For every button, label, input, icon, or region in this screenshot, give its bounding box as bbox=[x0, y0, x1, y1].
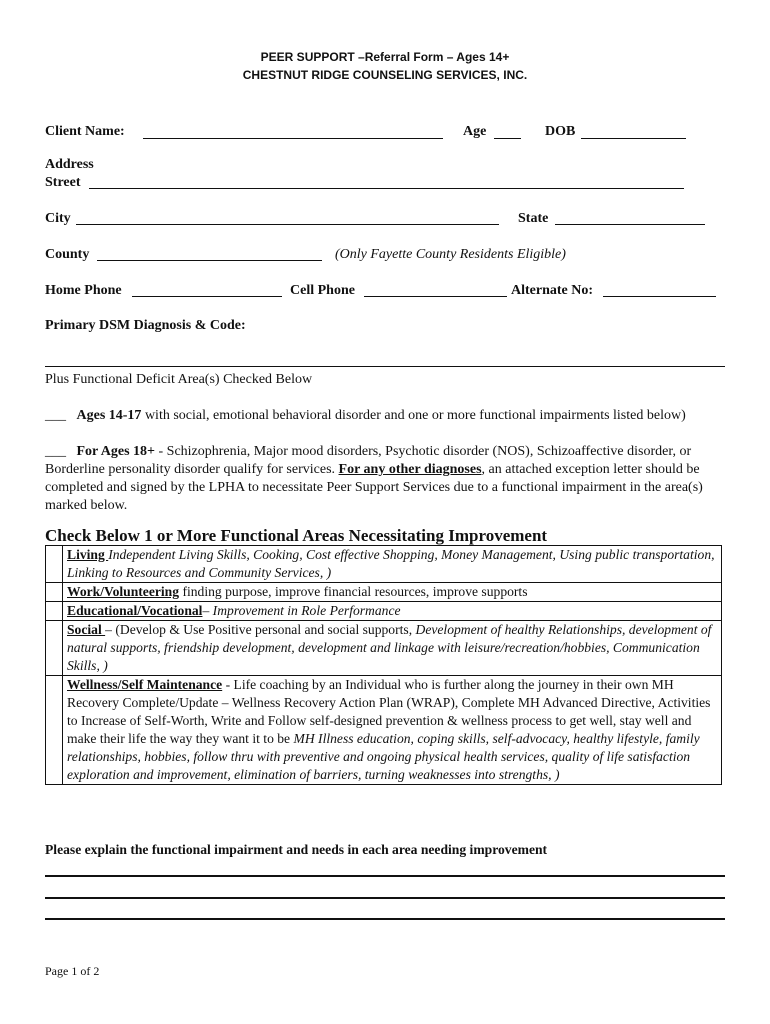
area-name: Work/Volunteering bbox=[67, 584, 180, 599]
area-plain-text: (Develop & Use Positive personal and social supports, bbox=[115, 622, 416, 637]
ages-14-checkbox-blank[interactable]: ___ bbox=[45, 408, 66, 423]
city-field[interactable] bbox=[76, 224, 499, 225]
explain-line-3[interactable] bbox=[45, 918, 725, 920]
cell-phone-label: Cell Phone bbox=[290, 283, 355, 298]
area-description bbox=[63, 602, 722, 621]
county-note: (Only Fayette County Residents Eligible) bbox=[335, 247, 566, 262]
state-field[interactable] bbox=[555, 224, 705, 225]
page-number: Page 1 of 2 bbox=[45, 964, 100, 978]
area-description bbox=[63, 621, 722, 676]
area-name: Living bbox=[67, 547, 109, 562]
street-label: Street bbox=[45, 175, 81, 190]
city-label: City bbox=[45, 211, 71, 226]
dob-field[interactable] bbox=[581, 138, 686, 139]
area-checkbox[interactable] bbox=[46, 676, 63, 785]
client-name-label: Client Name: bbox=[45, 124, 125, 139]
explain-line-1[interactable] bbox=[45, 875, 725, 877]
ages-18-text-2: , an attached exception letter should be completed and signed by the LPHA to necessitate Peer Support Services due to a functional impairment in the area(s) marked below. bbox=[45, 462, 703, 513]
area-row bbox=[46, 546, 722, 583]
county-label: County bbox=[45, 247, 90, 262]
ages-18-text-1: - Schizophrenia, Major mood disorders, Psychotic disorder (NOS), Schizoaffective disorder, or Borderline personality disorder qualify for services. bbox=[45, 444, 692, 477]
dob-label: DOB bbox=[545, 124, 576, 139]
area-row bbox=[46, 602, 722, 621]
areas-section-title: Check Below 1 or More Functional Areas Necessitating Improvement bbox=[45, 526, 548, 545]
area-plain-text: Life coaching by an Individual who is further along the journey in their own MH Recovery Complete/Update – Wellness Recovery Action Plan (WRAP), Complete MH Advanced Directive, Activities to Increase of Self-Worth, Write and Follow self-designed prevention & wellness process to get well, stay well and make their life the way they want it to be bbox=[67, 677, 711, 746]
area-row bbox=[46, 621, 722, 676]
ages-14-17-paragraph bbox=[45, 407, 725, 425]
state-label: State bbox=[518, 211, 549, 226]
area-description bbox=[63, 583, 722, 602]
area-name: Educational/Vocational bbox=[67, 603, 203, 618]
area-italic-text: Development of healthy Relationships, development of natural supports, friendship development, development and linkage with leisure/recreation/hobbies, Communication Skills, ) bbox=[67, 622, 712, 673]
area-name: Wellness/Self Maintenance bbox=[67, 677, 223, 692]
ages-18-paragraph bbox=[45, 443, 725, 515]
home-phone-label: Home Phone bbox=[45, 283, 122, 298]
area-description bbox=[63, 676, 722, 785]
form-title: PEER SUPPORT –Referral Form – Ages 14+ bbox=[260, 50, 510, 64]
age-field[interactable] bbox=[494, 138, 521, 139]
home-phone-field[interactable] bbox=[132, 296, 282, 297]
primary-dsm-label: Primary DSM Diagnosis & Code: bbox=[45, 318, 246, 333]
ages-14-text: with social, emotional behavioral disorder and one or more functional impairments listed below) bbox=[141, 408, 686, 423]
area-name: Social bbox=[67, 622, 106, 637]
street-field[interactable] bbox=[89, 188, 684, 189]
client-name-field[interactable] bbox=[143, 138, 443, 139]
area-separator: – bbox=[202, 603, 213, 618]
area-checkbox[interactable] bbox=[46, 583, 63, 602]
area-description bbox=[63, 546, 722, 583]
ages-18-label: For Ages 18+ bbox=[76, 444, 155, 459]
address-label: Address bbox=[45, 157, 94, 172]
ages-14-label: Ages 14-17 bbox=[76, 408, 142, 423]
area-italic-text: MH Illness education, coping skills, self-advocacy, healthy lifestyle, family relationships, hobbies, follow thru with preventive and ongoing physical health services, quality of life satisfaction exploration and improvement, elimination of barriers, turning weaknesses into strengths, ) bbox=[67, 731, 700, 782]
area-italic-text: Independent Living Skills, Cooking, Cost effective Shopping, Money Management, Using public transportation, Linking to Resources and Community Services, ) bbox=[67, 547, 715, 580]
functional-areas-table bbox=[45, 545, 722, 785]
other-diagnoses-label: For any other diagnoses bbox=[338, 462, 482, 477]
age-label: Age bbox=[463, 124, 487, 139]
cell-phone-field[interactable] bbox=[364, 296, 507, 297]
alternate-no-field[interactable] bbox=[603, 296, 716, 297]
area-separator: – bbox=[105, 622, 116, 637]
area-separator: - bbox=[222, 677, 234, 692]
area-italic-text: Improvement in Role Performance bbox=[212, 603, 401, 618]
area-row bbox=[46, 676, 722, 785]
ages-18-checkbox-blank[interactable]: ___ bbox=[45, 444, 66, 459]
county-field[interactable] bbox=[97, 260, 322, 261]
area-checkbox[interactable] bbox=[46, 546, 63, 583]
explain-prompt: Please explain the functional impairment and needs in each area needing improvement bbox=[45, 842, 548, 857]
area-row bbox=[46, 583, 722, 602]
alternate-no-label: Alternate No: bbox=[511, 283, 594, 298]
deficit-intro: Plus Functional Deficit Area(s) Checked Below bbox=[45, 372, 313, 387]
area-checkbox[interactable] bbox=[46, 602, 63, 621]
primary-dsm-field[interactable] bbox=[45, 366, 725, 367]
area-checkbox[interactable] bbox=[46, 621, 63, 676]
explain-line-2[interactable] bbox=[45, 897, 725, 899]
area-plain-text: finding purpose, improve financial resources, improve supports bbox=[182, 584, 528, 599]
organization-name: CHESTNUT RIDGE COUNSELING SERVICES, INC. bbox=[242, 68, 528, 82]
